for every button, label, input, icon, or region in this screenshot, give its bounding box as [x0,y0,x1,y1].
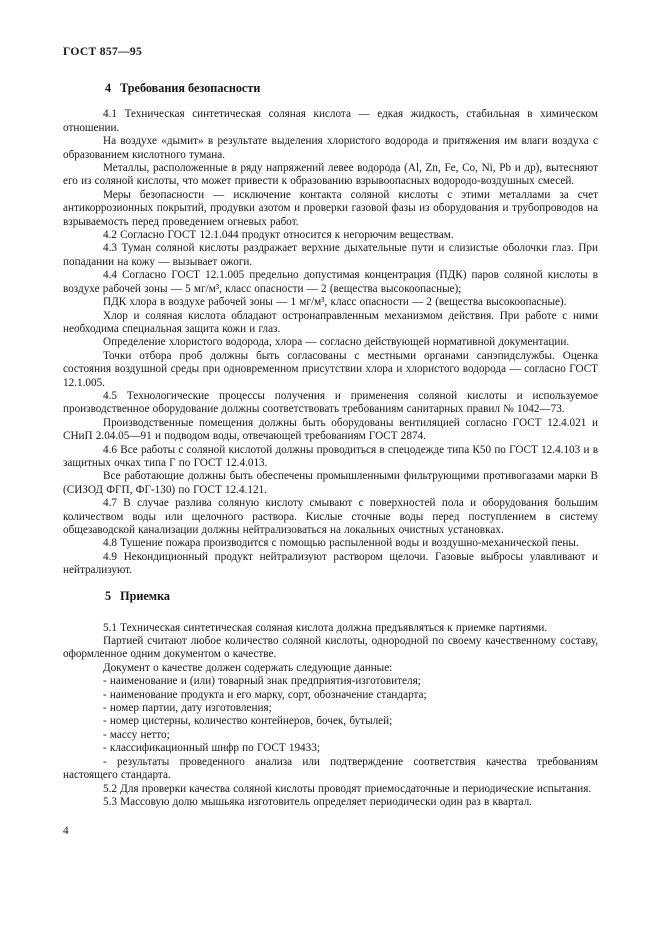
paragraph: 4.2 Согласно ГОСТ 12.1.044 продукт относится к негорючим веществам. [103,229,454,242]
page-number: 4 [63,825,69,838]
paragraph: Точки отбора проб должны быть согласованы с местными органами санэпидслужбы. Оценка состояния воздушной среды при одновременном присутствии хлора и хлористого водорода — согласно ГОСТ 12.1.005. [63,349,598,389]
list-item: - наименование и (или) товарный знак предприятия-изготовителя; [103,675,421,688]
list-item: - массу нетто; [103,728,170,741]
paragraph: 4.6 Все работы с соляной кислотой должны проводиться в спецодежде типа К50 по ГОСТ 12.4.103 и в защитных очках типа Г по ГОСТ 12.4.013. [63,443,598,469]
paragraph: Документ о качестве должен содержать следующие данные: [103,661,393,674]
section-4-heading [105,81,598,95]
section-5-number: 5 [105,588,112,603]
paragraph: 4.8 Тушение пожара производится с помощью распыленной воды и воздушно-механической пены. [103,537,579,550]
paragraph: Определение хлористого водорода, хлора — согласно действующей нормативной документации. [103,336,570,349]
paragraph: 5.1 Техническая синтетическая соляная кислота должна предъявляться к приемке партиями. [103,621,548,634]
paragraph: 4.7 В случае разлива соляную кислоту смывают с поверхностей пола и оборудования большим количеством воды или щелочного раствора. Кислые сточные воды перед поступлением в систему общезаводской канализации должны нейтрализоваться на локальных очистных установках. [63,497,598,536]
paragraph: ПДК хлора в воздухе рабочей зоны — 1 мг/м³, класс опасности — 2 (вещества высокоопасные). [103,296,567,309]
section-5-title: Приемка [120,588,171,603]
section-4-number: 4 [105,81,112,96]
paragraph: 5.2 Для проверки качества соляной кислоты проводят приемосдаточные и периодические испытания. [103,782,592,795]
paragraph: Партией считают любое количество соляной кислоты, однородной по своему качественному составу, оформленное одним документом о качестве. [63,635,598,661]
section-4-title: Требования безопасности [120,81,261,96]
list-item: - наименование продукта и его марку, сорт, обозначение стандарта; [103,688,427,701]
paragraph: 4.3 Туман соляной кислоты раздражает верхние дыхательные пути и слизистые оболочки глаз. При попадании на кожу — вызывает ожоги. [63,242,598,268]
paragraph: Металлы, расположенные в ряду напряжений левее водорода (Al, Zn, Fe, Co, Ni, Pb и др), вытесняют его из соляной кислоты, что может привести к образованию взрывоопасных водородо-воздушных смесей. [63,162,598,188]
paragraph: На воздухе «дымит» в результате выделения хлористого водорода и притяжения им влаги воздуха с образованием кислотного тумана. [63,135,598,161]
paragraph: Производственные помещения должны быть оборудованы вентиляцией согласно ГОСТ 12.4.021 и СНиП 2.04.05—91 и подводом воды, отвечающей требованиям ГОСТ 2874. [63,416,598,443]
list-item: - номер цистерны, количество контейнеров, бочек, бутылей; [103,715,393,728]
list-item: - номер партии, дату изготовления; [103,702,272,715]
document-content [63,45,598,839]
paragraph: Меры безопасности — исключение контакта соляной кислоты с этими металлами за счет антикоррозионных покрытий, продувки азотом и проверки газовой фазы из оборудования и трубопроводов на взрываемость перед проведением огневых работ. [63,188,598,228]
list-item: - результаты проведенного анализа или подтверждение соответствия качества требованиям настоящего стандарта. [63,755,598,782]
standard-designation: ГОСТ 857—95 [63,45,143,58]
section-5-heading [105,589,598,603]
paragraph: 4.5 Технологические процессы получения и применения соляной кислоты и используемое производственное оборудование должны соответствовать требованиям санитарных правил № 1042—73. [63,389,598,416]
paragraph: 4.4 Согласно ГОСТ 12.1.005 предельно допустимая концентрация (ПДК) паров соляной кислоты в воздухе рабочей зоны — 5 мг/м³, класс опасности — 2 (вещества высокоопасные); [63,269,598,295]
paragraph: 4.1 Техническая синтетическая соляная кислота — едкая жидкость, стабильная в химическом отношении. [63,108,598,134]
paragraph: Все работающие должны быть обеспечены промышленными фильтрующими противогазами марки В (СИЗОД ФГП, ФГ-130) по ГОСТ 12.4.121. [63,470,598,496]
paragraph: Хлор и соляная кислота обладают остронаправленным механизмом действия. При работе с ними необходима специальная защита кожи и глаз. [63,309,598,335]
list-item: - классификационный шифр по ГОСТ 19433; [103,742,320,755]
paragraph: 4.9 Некондиционный продукт нейтрализуют раствором щелочи. Газовые выбросы улавливают и нейтрализуют. [63,550,598,577]
paragraph: 5.3 Массовую долю мышьяка изготовитель определяет периодически один раз в квартал. [103,795,532,808]
